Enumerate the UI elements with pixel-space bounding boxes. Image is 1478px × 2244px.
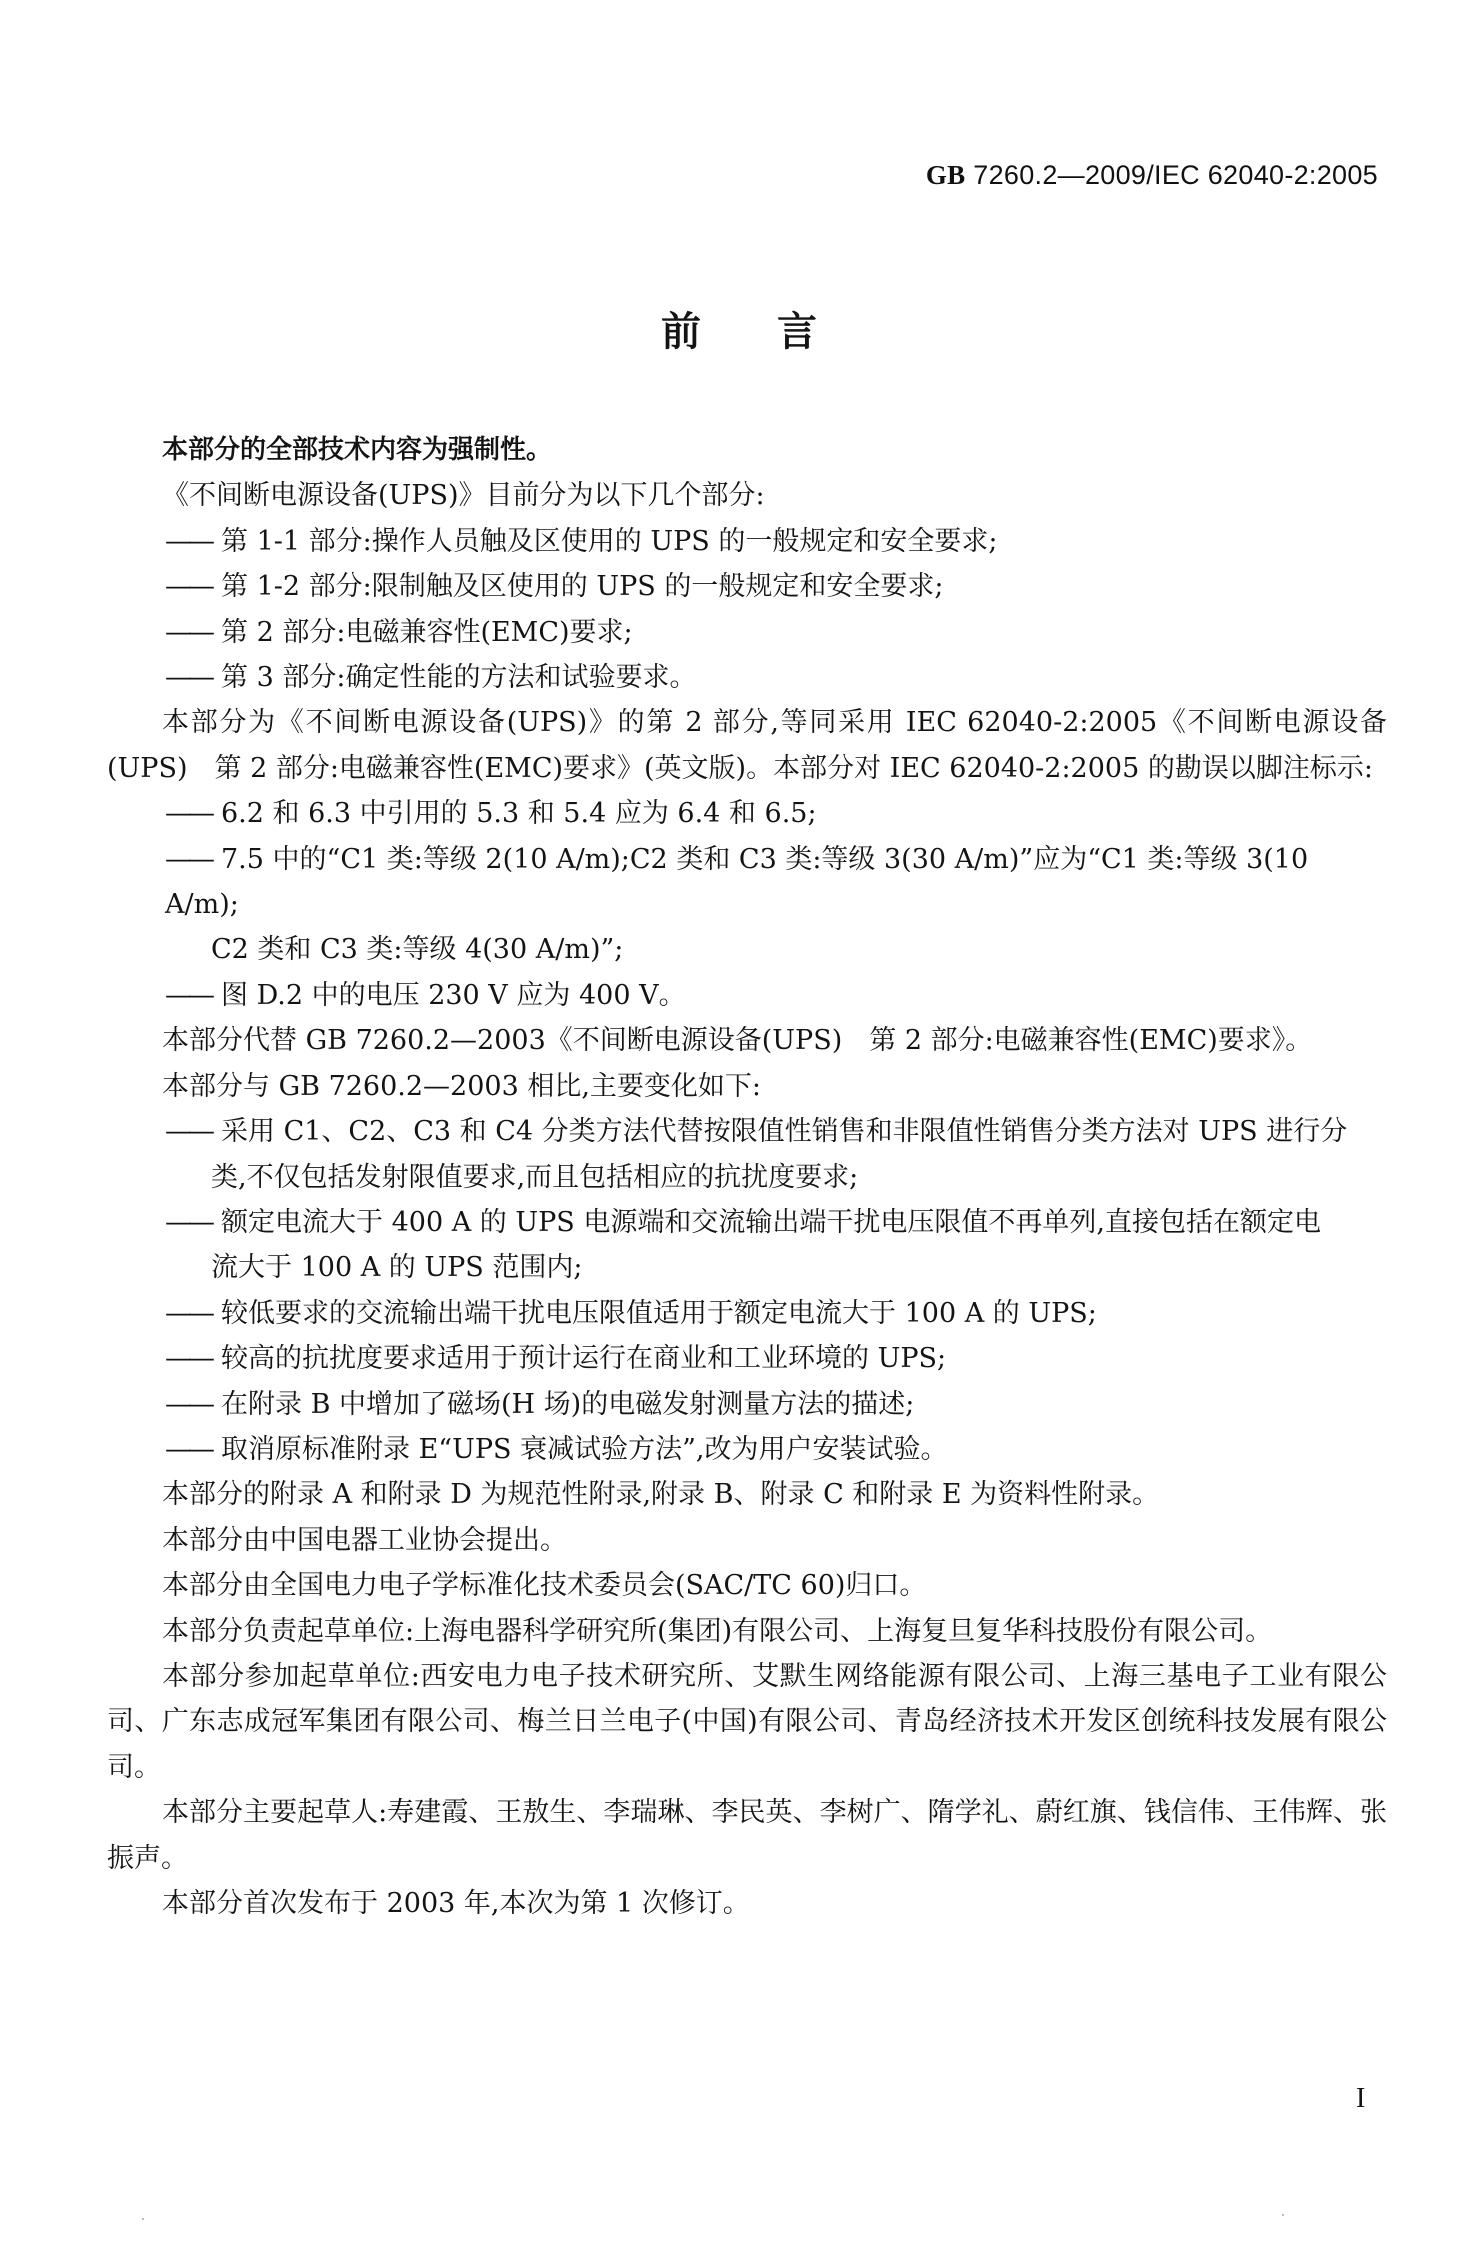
dash-marker: —— [165, 1343, 211, 1375]
dash-marker: —— [165, 1388, 211, 1420]
item-text: 较低要求的交流输出端干扰电压限值适用于额定电流大于 100 A 的 UPS; [221, 1297, 1097, 1329]
scan-speck [1282, 2214, 1284, 2216]
change-item [107, 1382, 1387, 1427]
dash-marker: —— [165, 798, 211, 830]
item-text: 6.2 和 6.3 中引用的 5.3 和 5.4 应为 6.4 和 6.5; [221, 798, 817, 830]
lead-drafters-statement: 本部分负责起草单位:上海电器科学研究所(集团)有限公司、上海复旦复华科技股份有限公司。 [162, 1615, 1273, 1647]
item-text: 第 3 部分:确定性能的方法和试验要求。 [221, 662, 697, 694]
change-item [107, 1109, 1387, 1200]
standard-prefix: GB [925, 160, 966, 190]
change-item [107, 1336, 1387, 1381]
item-text: 额定电流大于 400 A 的 UPS 电源端和交流输出端干扰电压限值不再单列,直接包括在额定电 [221, 1206, 1321, 1238]
item-text: 取消原标准附录 E“UPS 衰减试验方法”,改为用户安装试验。 [221, 1433, 948, 1465]
change-item [107, 1200, 1387, 1291]
item-text-continued: 类,不仅包括发射限值要求,而且包括相应的抗扰度要求; [211, 1161, 859, 1193]
parts-list-item [107, 564, 1387, 609]
replacement-paragraph: 本部分代替 GB 7260.2—2003《不间断电源设备(UPS) 第 2 部分:电磁兼容性(EMC)要求》。 [162, 1025, 1313, 1057]
errata-item [107, 837, 1387, 973]
title-char-2: 言 [777, 309, 817, 355]
parts-list-item [107, 610, 1387, 655]
item-text-continued: 流大于 100 A 的 UPS 范围内; [211, 1252, 583, 1284]
dash-marker: —— [165, 979, 211, 1011]
parts-intro: 《不间断电源设备(UPS)》目前分为以下几个部分: [162, 480, 765, 512]
item-text: 采用 C1、C2、C3 和 C4 分类方法代替按限值性销售和非限值性销售分类方法对 UPS 进行分 [221, 1116, 1348, 1148]
item-text: 在附录 B 中增加了磁场(H 场)的电磁发射测量方法的描述; [221, 1388, 915, 1420]
dash-marker: —— [165, 662, 211, 694]
item-text: 7.5 中的“C1 类:等级 2(10 A/m);C2 类和 C3 类:等级 3(30 A/m)”应为“C1 类:等级 3(10 A/m); [165, 843, 1309, 921]
errata-item [107, 791, 1387, 836]
page-title [0, 300, 1478, 357]
item-text: 第 1-2 部分:限制触及区使用的 UPS 的一般规定和安全要求; [221, 571, 944, 603]
parts-list-item [107, 519, 1387, 564]
page-number: I [1356, 2083, 1366, 2114]
dash-marker: —— [165, 843, 211, 875]
annex-statement: 本部分的附录 A 和附录 D 为规范性附录,附录 B、附录 C 和附录 E 为资料性附录。 [162, 1479, 1160, 1511]
committee-statement: 本部分由全国电力电子学标准化技术委员会(SAC/TC 60)归口。 [162, 1570, 927, 1602]
dash-marker: —— [165, 525, 211, 557]
dash-marker: —— [165, 1433, 211, 1465]
item-text: 第 2 部分:电磁兼容性(EMC)要求; [221, 616, 633, 648]
parts-list-item [107, 655, 1387, 700]
dash-marker: —— [165, 1297, 211, 1329]
main-drafters-statement: 本部分主要起草人:寿建霞、王敖生、李瑞琳、李民英、李树广、隋学礼、蔚红旗、钱信伟、王伟辉、张振声。 [107, 1797, 1387, 1874]
revision-history-statement: 本部分首次发布于 2003 年,本次为第 1 次修订。 [162, 1888, 750, 1919]
standard-code-header [926, 160, 1378, 191]
participating-drafters-statement: 本部分参加起草单位:西安电力电子技术研究所、艾默生网络能源有限公司、上海三基电子工业有限公司、广东志成冠军集团有限公司、梅兰日兰电子(中国)有限公司、青岛经济技术开发区创统科技发展有限公司。 [107, 1660, 1387, 1783]
dash-marker: —— [165, 616, 211, 648]
adoption-paragraph: 本部分为《不间断电源设备(UPS)》的第 2 部分,等同采用 IEC 62040-2:2005《不间断电源设备(UPS) 第 2 部分:电磁兼容性(EMC)要求》(英文版)。本部分对 IEC 62040-2:2005 的勘误以脚注标示: [107, 707, 1387, 784]
scan-speck [142, 2218, 144, 2220]
proposer-statement: 本部分由中国电器工业协会提出。 [162, 1524, 567, 1556]
item-text-continued: C2 类和 C3 类:等级 4(30 A/m)”; [211, 934, 624, 966]
foreword-body [107, 428, 1387, 1926]
standard-code: 7260.2—2009/IEC 62040-2:2005 [973, 160, 1378, 190]
dash-marker: —— [165, 1116, 211, 1148]
errata-item [107, 973, 1387, 1018]
item-text: 第 1-1 部分:操作人员触及区使用的 UPS 的一般规定和安全要求; [221, 525, 998, 557]
dash-marker: —— [165, 571, 211, 603]
title-char-1: 前 [661, 309, 701, 355]
mandatory-statement: 本部分的全部技术内容为强制性。 [162, 435, 553, 465]
changes-intro: 本部分与 GB 7260.2—2003 相比,主要变化如下: [162, 1070, 762, 1102]
dash-marker: —— [165, 1206, 211, 1238]
change-item [107, 1291, 1387, 1336]
item-text: 图 D.2 中的电压 230 V 应为 400 V。 [221, 979, 686, 1011]
item-text: 较高的抗扰度要求适用于预计运行在商业和工业环境的 UPS; [221, 1343, 947, 1375]
change-item [107, 1427, 1387, 1472]
